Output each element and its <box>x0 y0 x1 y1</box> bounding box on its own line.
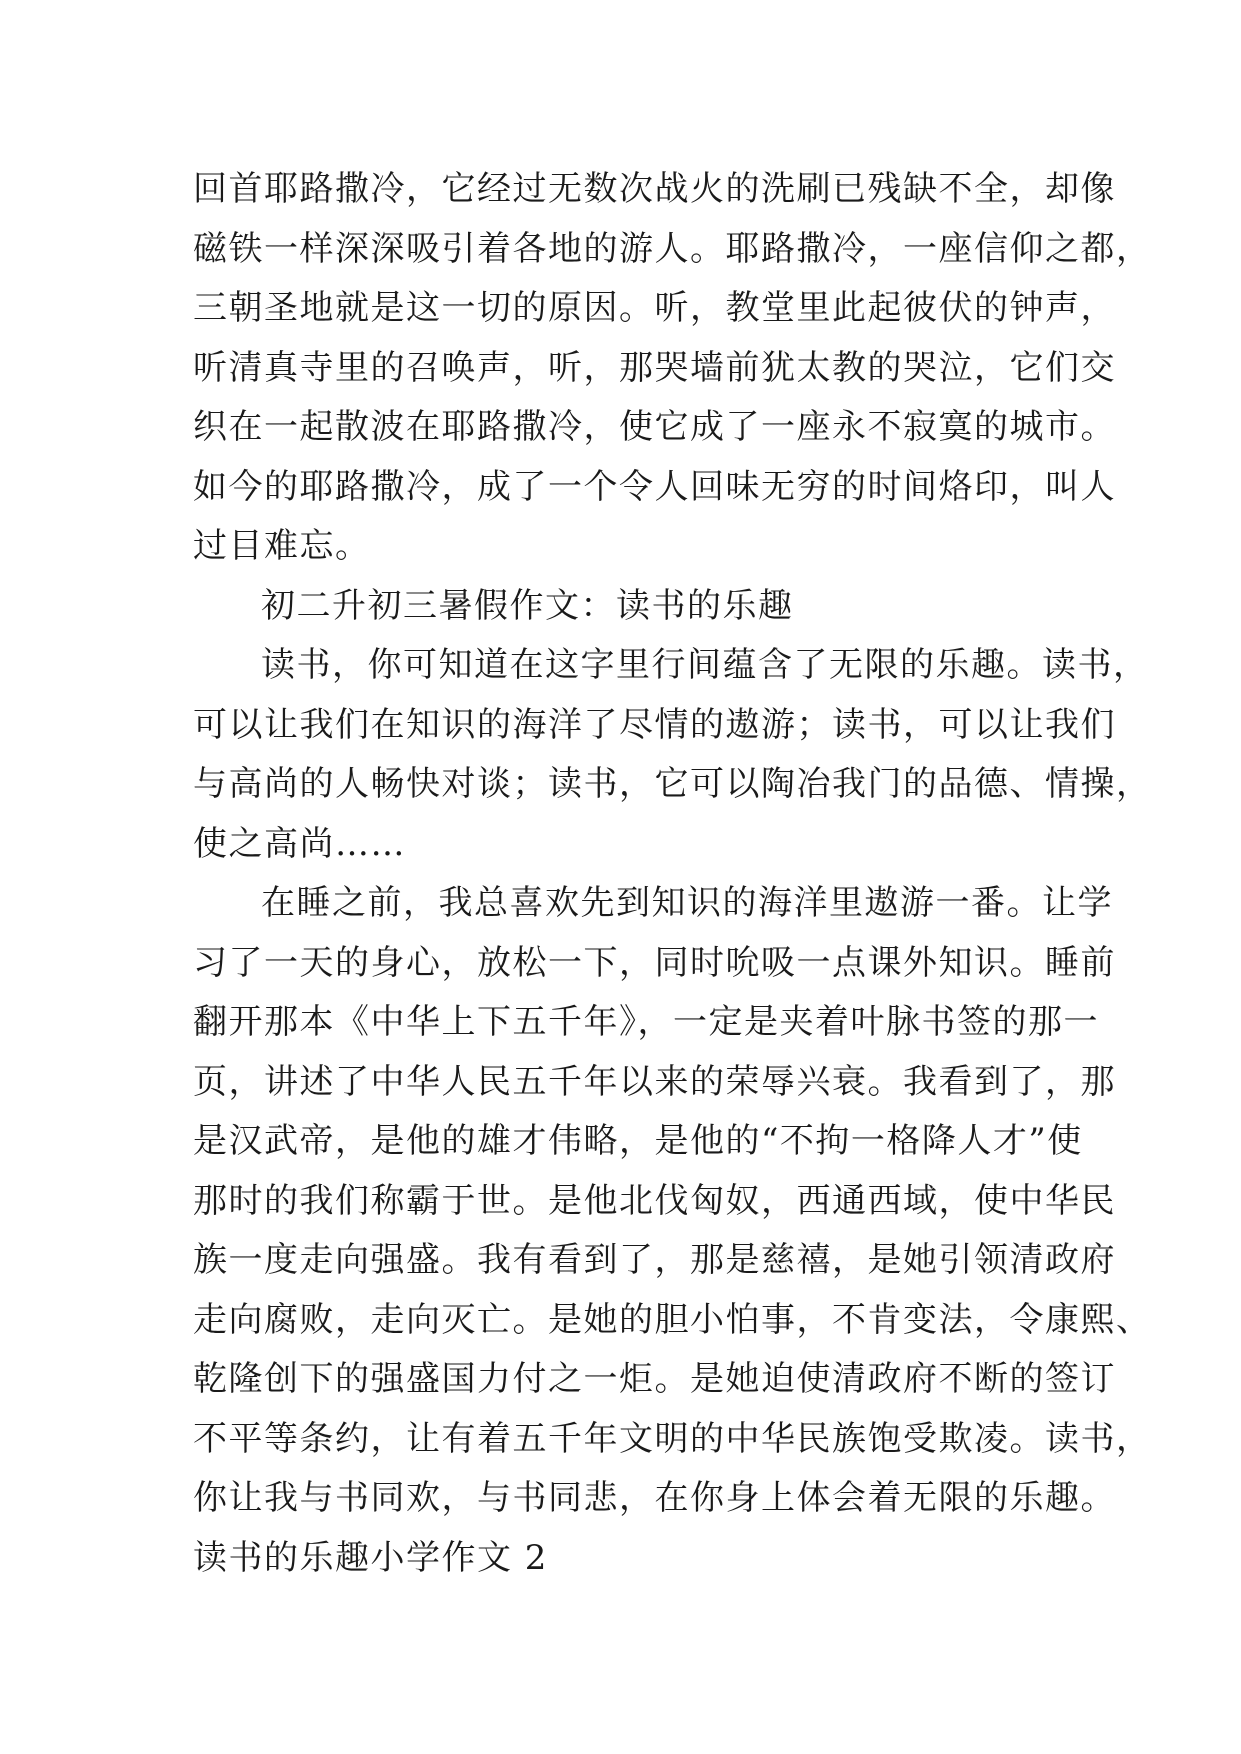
article-title: 读书的乐趣小学作文 2 <box>193 1537 548 1578</box>
text-line: 与高尚的人畅快对谈；读书，它可以陶冶我门的品德、情操， <box>193 764 1152 804</box>
text-line: 你让我与书同欢，与书同悲，在你身上体会着无限的乐趣。 <box>193 1478 1116 1518</box>
text-line: 翻开那本《中华上下五千年》，一定是夹着叶脉书签的那一 <box>193 1002 1099 1042</box>
text-line: 磁铁一样深深吸引着各地的游人。耶路撒冷，一座信仰之都， <box>193 228 1152 269</box>
text-line: 过目难忘。 <box>193 526 371 566</box>
text-line: 使之高尚…… <box>193 823 406 864</box>
text-line: 可以让我们在知识的海洋了尽情的遨游；读书，可以让我们 <box>193 704 1116 745</box>
text-line: 回首耶路撒冷，它经过无数次战火的洗刷已残缺不全，却像 <box>193 169 1116 209</box>
text-line: 三朝圣地就是这一切的原因。听，教堂里此起彼伏的钟声， <box>193 288 1116 328</box>
text-line: 那时的我们称霸于世。是他北伐匈奴，西通西域，使中华民 <box>193 1180 1116 1221</box>
text-line: 不平等条约，让有着五千年文明的中华民族饱受欺凌。读书， <box>193 1418 1152 1459</box>
text-line: 听清真寺里的召唤声，听，那哭墙前犹太教的哭泣，它们交 <box>193 347 1116 388</box>
text-line: 走向腐败，走向灭亡。是她的胆小怕事，不肯变法，令康熙、 <box>193 1299 1152 1340</box>
text-line: 乾隆创下的强盛国力付之一炬。是她迫使清政府不断的签订 <box>193 1359 1116 1399</box>
text-line: 织在一起散波在耶路撒冷，使它成了一座永不寂寞的城市。 <box>193 407 1116 447</box>
document-body <box>193 160 1152 1588</box>
text-line: 习了一天的身心，放松一下，同时吮吸一点课外知识。睡前 <box>193 942 1116 983</box>
text-line: 如今的耶路撒冷，成了一个令人回味无穷的时间烙印，叫人 <box>193 466 1116 507</box>
text-line: 族一度走向强盛。我有看到了，那是慈禧，是她引领清政府 <box>193 1240 1116 1280</box>
text-line: 是汉武帝，是他的雄才伟略，是他的“不拘一格降人才”使 <box>193 1121 1083 1161</box>
paragraph-start-line: 在睡之前，我总喜欢先到知识的海洋里遨游一番。让学 <box>261 883 1113 923</box>
section-heading: 初二升初三暑假作文：读书的乐趣 <box>261 585 794 626</box>
paragraph-start-line: 读书，你可知道在这字里行间蕴含了无限的乐趣。读书， <box>261 645 1149 685</box>
text-line: 页，讲述了中华人民五千年以来的荣辱兴衰。我看到了，那 <box>193 1061 1116 1102</box>
